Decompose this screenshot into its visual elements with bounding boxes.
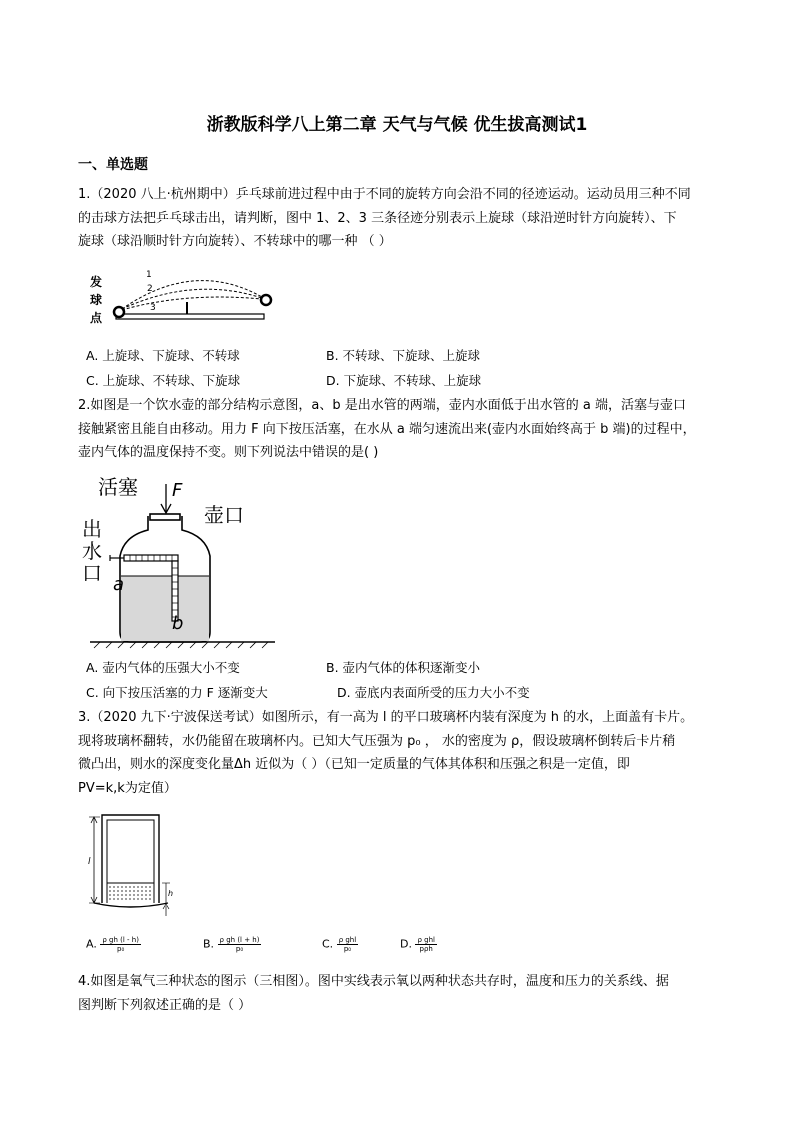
water <box>107 883 154 899</box>
fraction <box>337 936 359 953</box>
question-1-line: 的击球方法把乒乓球击出，请判断，图中 1、2、3 三条径迹分别表示上旋球（球沿逆时针方向旋转）、下 <box>78 210 677 226</box>
trajectory-3 <box>122 297 262 310</box>
option-letter: C. <box>322 937 334 951</box>
trajectory-label: 2 <box>147 284 153 294</box>
question-2-line: 壶内气体的温度保持不变。则下列说法中错误的是( ) <box>78 445 379 460</box>
denominator: p₀ <box>343 945 352 953</box>
option-a[interactable]: A. 上旋球、下旋球、不转球 <box>86 348 240 363</box>
question-3-line: 微凸出，则水的深度变化量Δh 近似为（ ）（已知一定质量的气体其体积和压强之积是一定值，即 <box>78 757 630 772</box>
question-4-text <box>78 970 723 1017</box>
label-outlet: 口 <box>82 561 102 585</box>
question-3-line: 现将玻璃杯翻转，水仍能留在玻璃杯内。已知大气压强为 p₀ ， 水的密度为 ρ，假设玻璃杯倒转后卡片稍 <box>78 733 676 749</box>
trajectory-label: 1 <box>146 270 152 280</box>
denominator: pρh <box>419 945 433 953</box>
question-3-text <box>78 706 723 800</box>
fig-label: 点 <box>90 311 103 325</box>
fraction <box>218 936 262 953</box>
fig-label: 发 <box>90 275 103 289</box>
question-4-line: 图判断下列叙述正确的是（ ） <box>78 997 252 1013</box>
label-mouth: 壶口 <box>204 503 244 527</box>
outlet-tube-vertical <box>172 561 178 621</box>
option-a[interactable] <box>86 936 141 953</box>
label-outlet: 出 <box>82 517 102 541</box>
question-1-line: 旋球（球沿顺时针方向旋转）、不转球中的哪一种 （ ） <box>78 234 392 249</box>
question-2-figure <box>80 472 280 650</box>
numerator: ρ gh (l - h) <box>102 936 139 944</box>
section-heading: 一、单选题 <box>78 157 148 173</box>
label-force: F <box>172 480 183 501</box>
label-b: b <box>172 613 184 634</box>
numerator: ρ gh (l + h) <box>219 936 260 944</box>
page-title: 浙教版科学八上第二章 天气与气候 优生拔高测试1 <box>206 115 588 135</box>
option-d[interactable]: D. 下旋球、不转球、上旋球 <box>326 373 482 388</box>
question-2-line: 接触紧密且能自由移动。用力 F 向下按压活塞，在水从 a 端匀速流出来(壶内水面始终高于 b 端)的过程中， <box>78 421 696 437</box>
option-c[interactable]: C. 上旋球、不转球、下旋球 <box>86 373 241 388</box>
table-surface <box>116 314 264 319</box>
label-h: h <box>168 889 174 898</box>
option-letter: B. <box>203 937 215 951</box>
denominator: p₀ <box>235 945 244 953</box>
option-b[interactable]: B. 壶内气体的体积逐渐变小 <box>326 660 481 675</box>
denominator: p₀ <box>117 945 125 953</box>
option-b[interactable]: B. 不转球、下旋球、上旋球 <box>326 348 481 363</box>
option-a[interactable]: A. 壶内气体的压强大小不变 <box>86 660 240 675</box>
option-b[interactable] <box>203 936 261 953</box>
option-letter: D. <box>400 937 412 951</box>
question-2-line: 2.如图是一个饮水壶的部分结构示意图，a、b 是出水管的两端，壶内水面低于出水管的 a 端，活塞与壶口 <box>78 398 686 413</box>
label-piston: 活塞 <box>98 475 138 499</box>
water <box>121 576 209 641</box>
glass-outer <box>102 815 159 903</box>
question-4-line: 4.如图是氧气三种状态的图示（三相图）。图中实线表示氧以两种状态共存时，温度和压力的关系线、据 <box>78 974 669 989</box>
card <box>94 903 168 907</box>
outlet-tube-top <box>124 555 178 561</box>
option-c[interactable] <box>322 936 358 953</box>
label-a: a <box>113 574 125 595</box>
glass-inner <box>107 820 154 903</box>
numerator: ρ ghl <box>417 936 435 944</box>
option-letter: A. <box>86 937 97 951</box>
trajectory-label: 3 <box>150 303 156 313</box>
piston <box>150 514 180 520</box>
question-3-figure <box>84 810 184 920</box>
question-1-text <box>78 183 723 254</box>
option-d[interactable]: D. 壶底内表面所受的压力大小不变 <box>337 685 530 700</box>
label-outlet: 水 <box>82 539 102 563</box>
question-3-line: PV=k,k为定值） <box>78 780 177 796</box>
label-l: l <box>88 857 91 867</box>
numerator: ρ ghl <box>338 936 357 944</box>
question-1-figure <box>84 264 284 330</box>
question-3-line: 3.（2020 九下·宁波保送考试）如图所示，有一高为 l 的平口玻璃杯内装有深度为 h 的水，上面盖有卡片。 <box>78 710 694 725</box>
fraction <box>415 936 437 953</box>
ball-end <box>261 295 271 305</box>
fraction <box>100 936 141 953</box>
question-1-line: 1.（2020 八上·杭州期中）乒乓球前进过程中由于不同的旋转方向会沿不同的径迹运动。运动员用三种不同 <box>78 187 691 202</box>
option-d[interactable] <box>400 936 437 953</box>
question-2-text <box>78 394 723 465</box>
option-c[interactable]: C. 向下按压活塞的力 F 逐渐变大 <box>86 685 268 700</box>
trajectory-2 <box>122 289 262 309</box>
fig-label: 球 <box>90 293 103 307</box>
